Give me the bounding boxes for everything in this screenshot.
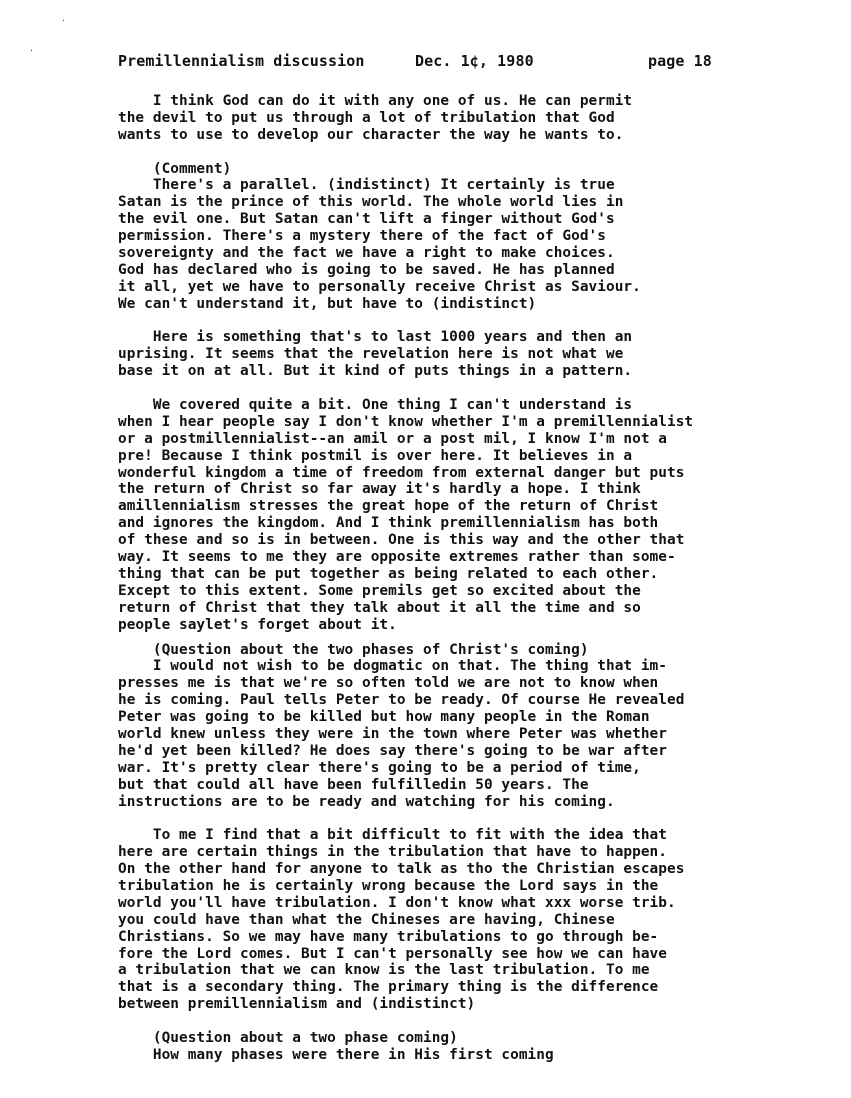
text-line: I think God can do it with any one of us. He can permit [118, 93, 633, 109]
document-date: Dec. 1¢, 1980 [415, 52, 534, 70]
text-line: How many phases were there in His first coming [118, 1046, 554, 1063]
text-line: world you'll have tribulation. I don't know what xxx worse trib. [118, 894, 676, 911]
paragraph [118, 642, 798, 811]
text-line: On the other hand for anyone to talk as tho the Christian escapes [118, 861, 685, 878]
text-line: it all, yet we have to personally receive Christ as Saviour. [118, 278, 641, 295]
text-line: when I hear people say I don't know whether I'm a premillennialist [118, 413, 694, 430]
text-line: that is a secondary thing. The primary thing is the difference [118, 979, 659, 996]
paragraph-gap [118, 380, 798, 397]
document-title: Premillennialism discussion [118, 52, 365, 70]
text-line: and ignores the kingdom. And I think premillennialism has both [118, 515, 659, 532]
paragraph [118, 827, 798, 1013]
paragraph [118, 1030, 798, 1064]
paragraph-gap [118, 313, 798, 330]
text-line: world knew unless they were in the town where Peter was whether [118, 725, 667, 742]
paragraph [118, 161, 798, 313]
text-line: Satan is the prince of this world. The whole world lies in [118, 194, 624, 211]
text-line: or a postmillennialist--an amil or a post mil, I know I'm not a [118, 430, 667, 447]
paragraph [118, 329, 798, 380]
paragraph-gap [118, 1013, 798, 1030]
text-line: Here is something that's to last 1000 years and then an [118, 329, 633, 346]
text-line: instructions are to be ready and watching for his coming. [118, 793, 615, 810]
paragraph-gap [118, 144, 798, 161]
text-line: amillennialism stresses the great hope of the return of Christ [118, 498, 659, 515]
stray-mark: · [62, 16, 66, 27]
paragraph-gap [118, 634, 798, 642]
text-line: pre! Because I think postmil is over here. It believes in a [118, 447, 633, 464]
text-line: people saylet's forget about it. [118, 616, 397, 633]
text-line: the devil to put us through a lot of tribulation that God [118, 109, 615, 126]
text-line: of these and so is in between. One is this way and the other that [118, 532, 685, 549]
paragraph [118, 397, 798, 633]
text-line: you could have than what the Chineses are having, Chinese [118, 911, 615, 928]
text-line: he is coming. Paul tells Peter to be ready. Of course He revealed [118, 692, 685, 709]
text-line: return of Christ that they talk about it all the time and so [118, 599, 641, 616]
text-line: he'd yet been killed? He does say there's going to be war after [118, 742, 667, 759]
text-line: between premillennialism and (indistinct) [118, 996, 476, 1013]
text-line: war. It's pretty clear there's going to be a period of time, [118, 759, 641, 776]
text-line: To me I find that a bit difficult to fit with the idea that [118, 827, 667, 844]
transcript-body [118, 93, 798, 1064]
text-line: We can't understand it, but have to (indistinct) [118, 295, 537, 312]
page-number: page 18 [648, 52, 712, 70]
text-line: Christians. So we may have many tribulations to go through be- [118, 928, 659, 945]
text-line: permission. There's a mystery there of the fact of God's [118, 228, 606, 245]
text-line: Except to this extent. Some premils get so excited about the [118, 582, 641, 599]
text-line: base it on at all. But it kind of puts things in a pattern. [118, 363, 633, 380]
paragraph-gap [118, 810, 798, 827]
text-line: fore the Lord comes. But I can't personally see how we can have [118, 945, 667, 962]
text-line: I would not wish to be dogmatic on that. The thing that im- [118, 658, 667, 675]
text-line: We covered quite a bit. One thing I can't understand is [118, 397, 633, 414]
text-line: but that could all have been fulfilledin 50 years. The [118, 776, 589, 793]
text-line: the return of Christ so far away it's hardly a hope. I think [118, 481, 641, 498]
paragraph [118, 93, 798, 144]
text-line: uprising. It seems that the revelation here is not what we [118, 346, 624, 363]
stray-mark: · [30, 46, 34, 57]
text-line: wonderful kingdom a time of freedom from external danger but puts [118, 464, 685, 481]
text-line: a tribulation that we can know is the last tribulation. To me [118, 962, 650, 979]
text-line: the evil one. But Satan can't lift a finger without God's [118, 211, 615, 228]
text-line: God has declared who is going to be saved. He has planned [118, 261, 615, 278]
text-line: way. It seems to me they are opposite extremes rather than some- [118, 549, 676, 566]
text-line: There's a parallel. (indistinct) It certainly is true [118, 177, 615, 194]
text-line: Peter was going to be killed but how many people in the Roman [118, 709, 650, 726]
text-line: here are certain things in the tribulation that have to happen. [118, 844, 667, 861]
text-line: wants to use to develop our character the way he wants to. [118, 126, 624, 143]
text-line: presses me is that we're so often told we are not to know when [118, 675, 659, 692]
text-line: (Question about a two phase coming) [118, 1029, 458, 1046]
text-line: (Comment) [118, 160, 232, 177]
text-line: thing that can be put together as being related to each other. [118, 565, 659, 582]
text-line: (Question about the two phases of Christ's coming) [118, 641, 589, 658]
text-line: tribulation he is certainly wrong because the Lord says in the [118, 877, 659, 894]
text-line: sovereignty and the fact we have a right to make choices. [118, 245, 615, 262]
